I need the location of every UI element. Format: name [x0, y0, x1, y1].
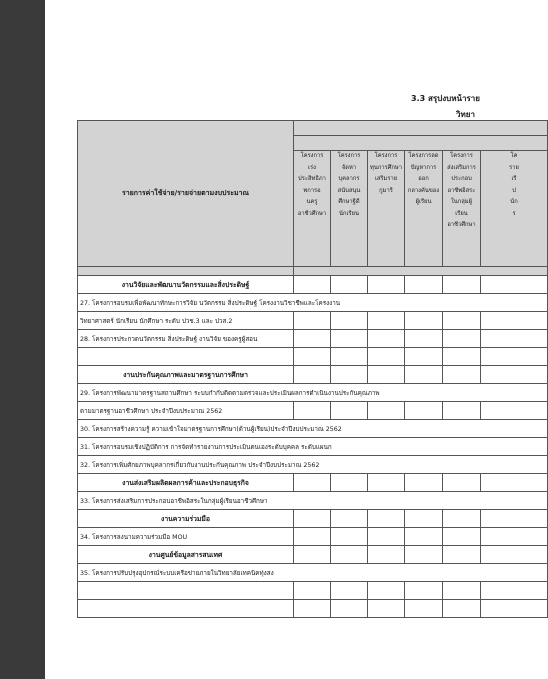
budget-cell	[405, 528, 443, 546]
budget-cell	[294, 366, 331, 384]
section-row	[78, 366, 548, 384]
budget-cell	[294, 600, 331, 618]
budget-cell	[405, 330, 443, 348]
budget-cell	[481, 276, 548, 294]
budget-cell	[405, 366, 443, 384]
table-row	[78, 312, 548, 330]
section-heading: งานประกันคุณภาพและมาตรฐานการศึกษา	[78, 366, 294, 384]
project-name: 30. โครงการสร้างความรู้ ความเข้าใจมาตรฐานการศึกษา(ด้านผู้เรียน)ประจำปีงบประมาณ 2562	[78, 420, 548, 438]
budget-cell	[294, 312, 331, 330]
budget-cell	[294, 348, 331, 366]
project-name: 31. โครงการอบรมเชิงปฏิบัติการ การจัดทำรายงานการประเมินตนเองระดับบุคคล ระดับแผนก	[78, 438, 548, 456]
table-row	[78, 582, 548, 600]
table-row	[78, 294, 548, 312]
budget-cell	[443, 348, 481, 366]
budget-cell	[481, 546, 548, 564]
table-row	[78, 600, 548, 618]
project-name: 35. โครงการปรับปรุงอุปกรณ์ระบบเครือข่ายภายในวิทยาลัยเทคนิคทุ่งสง	[78, 564, 548, 582]
budget-cell	[331, 600, 368, 618]
budget-cell	[443, 528, 481, 546]
budget-cell	[331, 330, 368, 348]
budget-cell	[331, 528, 368, 546]
budget-cell	[368, 330, 405, 348]
project-name: 27. โครงการอบรมเพื่อพัฒนาทักษะการวิจัย นวัตกรรม สิ่งประดิษฐ์ โครงงานวิชาชีพและโครงงาน	[78, 294, 548, 312]
table-row	[78, 564, 548, 582]
budget-cell	[331, 312, 368, 330]
budget-cell	[405, 474, 443, 492]
project-name: 32. โครงการเพิ่มศักยภาพบุคลากรเกี่ยวกับงานประกันคุณภาพ ประจำปีงบประมาณ 2562	[78, 456, 548, 474]
page-edge-shadow	[0, 0, 45, 679]
project-name: 34. โครงการลงนามความร่วมมือ MOU	[78, 528, 294, 546]
budget-cell	[481, 582, 548, 600]
row-header-label: รายการค่าใช้จ่าย/รายจ่ายตามงบประมาณ	[121, 189, 250, 197]
empty-cell	[78, 348, 294, 366]
budget-cell	[368, 402, 405, 420]
budget-cell	[405, 348, 443, 366]
budget-cell	[368, 348, 405, 366]
table-row	[78, 420, 548, 438]
budget-cell	[405, 312, 443, 330]
budget-cell	[405, 546, 443, 564]
budget-cell	[331, 546, 368, 564]
table-row	[78, 330, 548, 348]
column-subgroup-header	[294, 136, 548, 151]
project-name: 28. โครงการประกวดนวัตกรรม สิ่งประดิษฐ์ งานวิจัย ของครูผู้สอน	[78, 330, 294, 348]
budget-cell	[443, 402, 481, 420]
table-row	[78, 528, 548, 546]
budget-cell	[294, 528, 331, 546]
budget-cell	[481, 474, 548, 492]
empty-cell	[78, 600, 294, 618]
column-header: โครงการ ส่งเสริมการ ประกอบ อาชีพอิสระ ในกลุ่มผู้เรียน อาชีวศึกษา	[443, 151, 481, 267]
budget-cell	[331, 366, 368, 384]
table-row	[78, 348, 548, 366]
page-subtitle: วิทยา	[456, 110, 475, 119]
budget-cell	[443, 546, 481, 564]
column-header: โค ราย เรี ป นัก ร	[481, 151, 548, 267]
budget-cell	[481, 528, 548, 546]
budget-cell	[443, 600, 481, 618]
budget-cell	[294, 402, 331, 420]
budget-cell	[481, 402, 548, 420]
budget-cell	[331, 348, 368, 366]
table-row	[78, 402, 548, 420]
budget-cell	[294, 582, 331, 600]
budget-cell	[443, 474, 481, 492]
header-divider-row	[78, 267, 294, 276]
project-name: 33. โครงการส่งเสริมการประกอบอาชีพอิสระในกลุ่มผู้เรียนอาชีวศึกษา	[78, 492, 548, 510]
section-row	[78, 510, 548, 528]
budget-cell	[405, 582, 443, 600]
empty-cell	[78, 582, 294, 600]
budget-cell	[331, 510, 368, 528]
budget-cell	[443, 276, 481, 294]
budget-cell	[294, 546, 331, 564]
section-row	[78, 474, 548, 492]
budget-cell	[443, 366, 481, 384]
section-row	[78, 276, 548, 294]
budget-cell	[481, 330, 548, 348]
budget-cell	[405, 510, 443, 528]
budget-cell	[294, 510, 331, 528]
budget-cell	[481, 510, 548, 528]
budget-cell	[331, 402, 368, 420]
budget-cell	[405, 600, 443, 618]
section-row	[78, 546, 548, 564]
budget-cell	[368, 546, 405, 564]
budget-cell	[294, 330, 331, 348]
budget-cell	[481, 366, 548, 384]
budget-cell	[405, 276, 443, 294]
table-row	[78, 492, 548, 510]
budget-cell	[481, 600, 548, 618]
budget-cell	[368, 528, 405, 546]
budget-cell	[443, 312, 481, 330]
budget-cell	[331, 582, 368, 600]
budget-cell	[294, 474, 331, 492]
column-group-header	[294, 121, 548, 136]
budget-cell	[368, 510, 405, 528]
header-divider-fill	[294, 267, 548, 276]
table-row	[78, 438, 548, 456]
project-name: 29. โครงการพัฒนามาตรฐานสถานศึกษา ระบบกำกับติดตามตรวจและประเมินผลการดำเนินงานประกันคุณภาพ	[78, 384, 548, 402]
project-name-continued: วิทยาศาสตร์ นักเรียน นักศึกษา ระดับ ปวช.3 และ ปวส.2	[78, 312, 294, 330]
budget-cell	[368, 366, 405, 384]
section-heading: งานส่งเสริมผลิตผลการค้าและประกอบธุรกิจ	[78, 474, 294, 492]
budget-cell	[331, 276, 368, 294]
budget-cell	[443, 582, 481, 600]
budget-cell	[294, 276, 331, 294]
budget-cell	[331, 474, 368, 492]
page-title: 3.3 สรุปงบหน้าราย	[411, 94, 480, 103]
budget-cell	[368, 582, 405, 600]
budget-cell	[368, 276, 405, 294]
budget-cell	[368, 312, 405, 330]
row-header-cell	[78, 121, 294, 267]
section-heading: งานวิจัยและพัฒนานวัตกรรมและสิ่งประดิษฐ์	[78, 276, 294, 294]
column-header: โครงการ เร่ง ประสิทธิภา พการอ นครู อาชีวศึกษา	[294, 151, 331, 267]
column-header: โครงการ ทุนการศึกษา เสริมราย กูมาริ	[368, 151, 405, 267]
budget-summary-table	[77, 120, 519, 608]
table-row	[78, 456, 548, 474]
section-heading: งานศูนย์ข้อมูลสารสนเทศ	[78, 546, 294, 564]
budget-cell	[368, 474, 405, 492]
budget-cell	[443, 510, 481, 528]
budget-cell	[481, 312, 548, 330]
budget-cell	[368, 600, 405, 618]
project-name-continued: ตามมาตรฐานอาชีวศึกษา ประจำปีงบประมาณ 2562	[78, 402, 294, 420]
budget-cell	[405, 402, 443, 420]
column-header: โครงการ จัดหา บุคลากร สนับสนุน ศึกษาฐิดี นักเรียน	[331, 151, 368, 267]
budget-cell	[481, 348, 548, 366]
section-heading: งานความร่วมมือ	[78, 510, 294, 528]
budget-cell	[443, 330, 481, 348]
table-row	[78, 384, 548, 402]
column-header: โครงการลด ปัญหาการ ออก กลางคันของ ผู้เรียน	[405, 151, 443, 267]
